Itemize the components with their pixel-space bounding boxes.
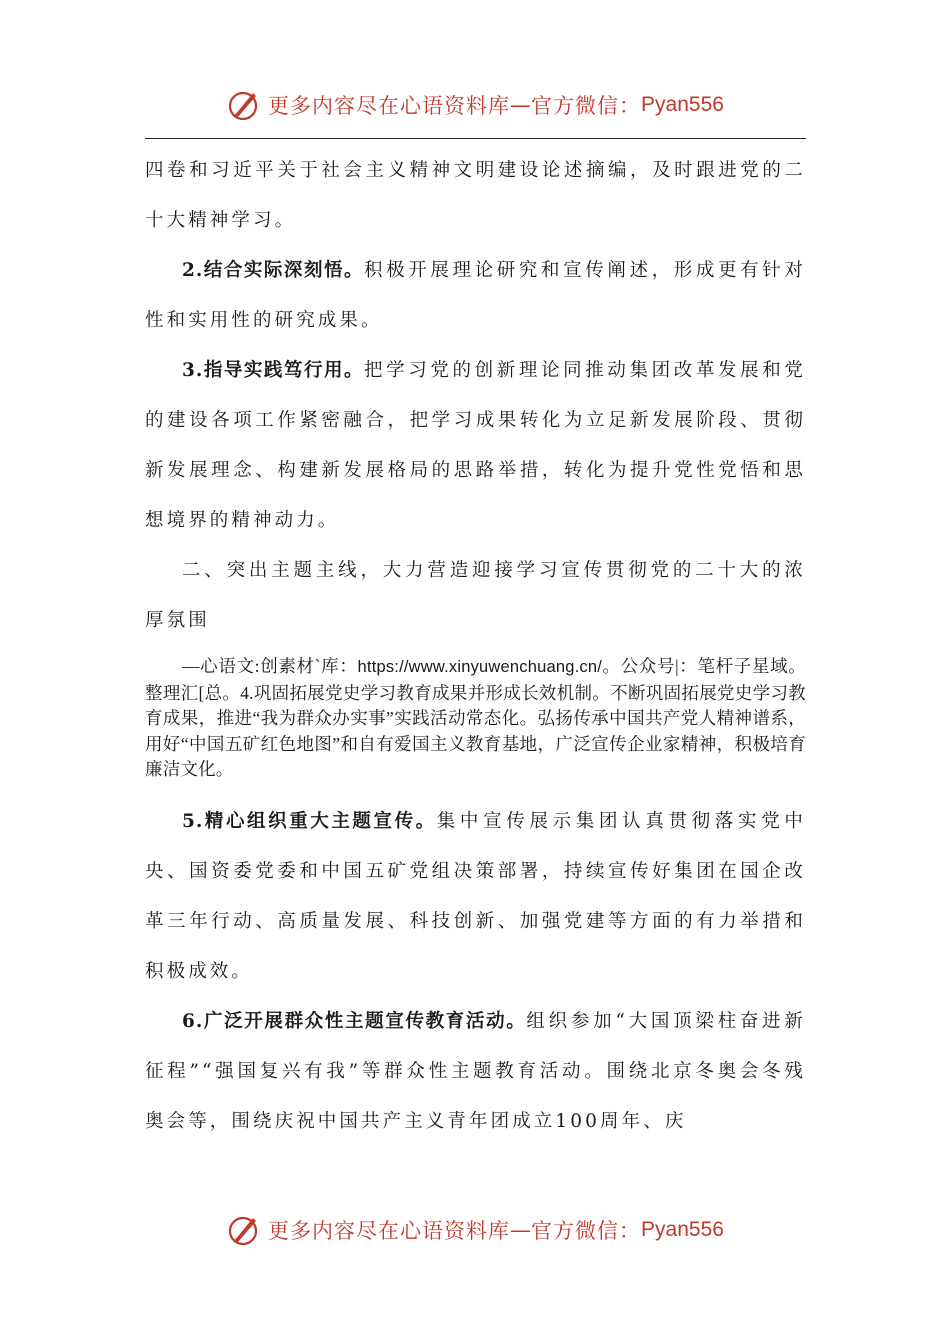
- paragraph-6-body: 组织参加“大国顶梁柱奋进新征程”“强国复兴有我”等群众性主题教育活动。围绕北京冬奥会冬残奥会等，围绕庆祝中国共产主义青年团成立100周年、庆: [145, 1010, 806, 1132]
- inserted-note-pre: —心语文:创素材`库：: [182, 656, 358, 676]
- header-banner: [0, 84, 950, 126]
- banner-wechat-id: Pyan556: [641, 93, 724, 116]
- quill-pen-logo-icon: [226, 87, 262, 123]
- header-rule: [145, 138, 806, 139]
- footer-banner-official: 官方微信：: [531, 1219, 642, 1243]
- paragraph-3-body: 把学习党的创新理论同推动集团改革发展和党的建设各项工作紧密融合，把学习成果转化为立足新发展阶段、贯彻新发展理念、构建新发展格局的思路举措，转化为提升党性党悟和思想境界的精神动力。: [145, 360, 806, 531]
- footer-banner-text: 更多内容尽在心语资料库: [268, 1219, 511, 1243]
- inserted-note-url: https://www.xinyuwenchuang.cn/: [357, 658, 602, 676]
- paragraph-5-body: 集中宣传展示集团认真贯彻落实党中央、国资委党委和中国五矿党组决策部署，持续宣传好集团在国企改革三年行动、高质量发展、科技创新、加强党建等方面的有力举措和积极成效。: [145, 810, 806, 982]
- section-2-heading: 二、突出主题主线，大力营造迎接学习宣传贯彻党的二十大的浓厚氛围: [145, 560, 806, 631]
- paragraph-5: [145, 797, 806, 997]
- paragraph-6-heading: 6.广泛开展群众性主题宣传教育活动。: [182, 1010, 527, 1032]
- banner-dash: —: [510, 93, 532, 117]
- footer-banner: [0, 1209, 950, 1251]
- document-body: [145, 146, 806, 1147]
- paragraph-3: [145, 346, 806, 546]
- paragraph-2: [145, 246, 806, 346]
- paragraph-5-heading: 5.精心组织重大主题宣传。: [182, 810, 437, 832]
- inserted-note: [145, 646, 806, 797]
- paragraph-6: [145, 997, 806, 1147]
- quill-pen-logo-icon: [226, 1212, 262, 1248]
- banner-official: 官方微信：: [531, 94, 642, 118]
- paragraph-2-heading: 2.结合实际深刻悟。: [182, 260, 365, 281]
- banner-text: 更多内容尽在心语资料库: [268, 94, 511, 118]
- paragraph-3-heading: 3.指导实践笃行用。: [182, 360, 365, 381]
- footer-banner-wechat-id: Pyan556: [641, 1218, 724, 1241]
- inserted-note-post: 。公众号|：笔杆子星域。整理汇[总。4.巩固拓展党史学习教育成果并形成长效机制。不断巩固拓展党史学习教育成果，推进“我为群众办实事”实践活动常态化。弘扬传承中国共产党人精神谱系，用好“中国五矿红色地图”和自有爱国主义教育基地，广泛宣传企业家精神，积极培育廉洁文化。: [145, 656, 807, 779]
- paragraph-2-body: 积极开展理论研究和宣传阐述，形成更有针对性和实用性的研究成果。: [145, 260, 806, 331]
- paragraph-1: 四卷和习近平关于社会主义精神文明建设论述摘编，及时跟进党的二十大精神学习。: [145, 160, 806, 231]
- footer-banner-dash: —: [510, 1218, 532, 1242]
